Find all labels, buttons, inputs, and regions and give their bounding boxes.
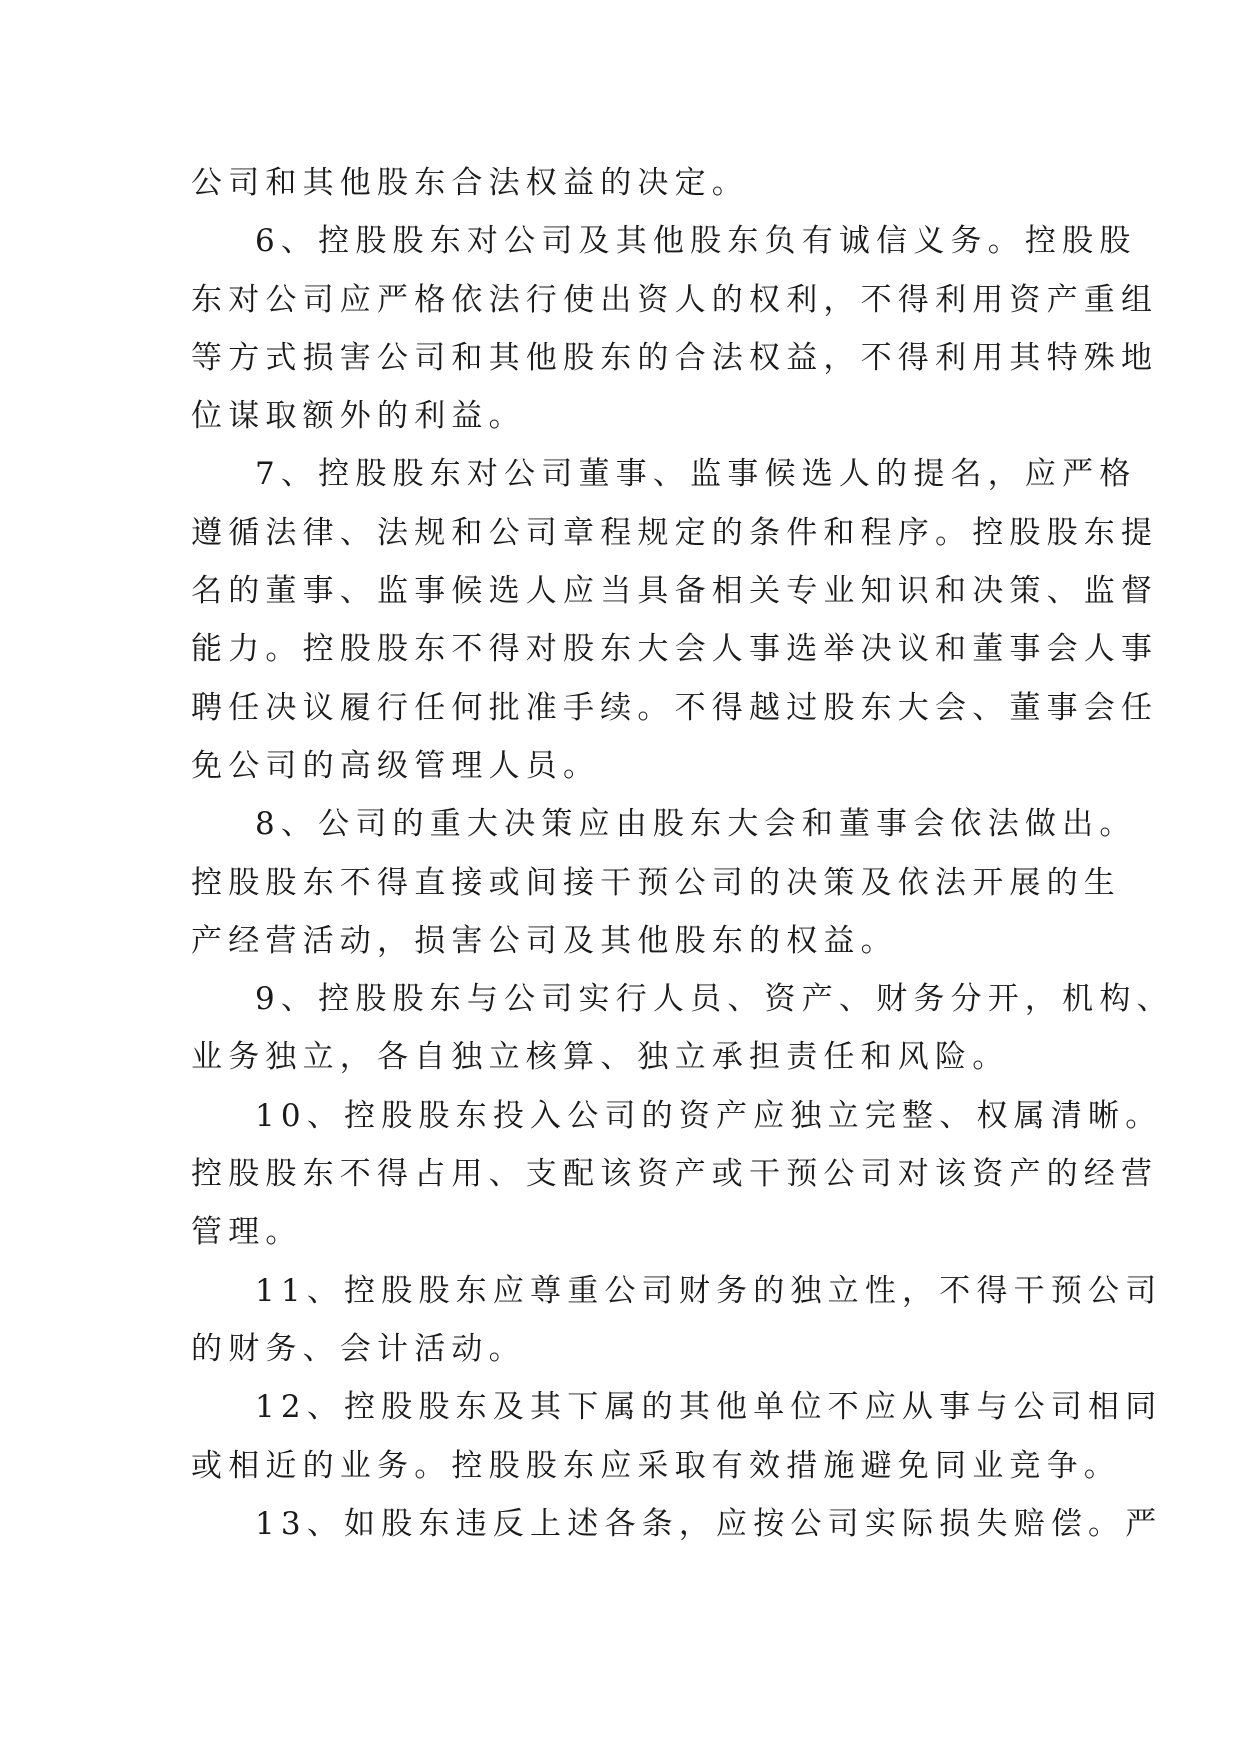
text-line: 控股股东不得占用、支配该资产或干预公司对该资产的经营 [191,1156,1159,1193]
text-line: 业务独立，各自独立核算、独立承担责任和风险。 [191,1039,1010,1076]
text-line: 8、公司的重大决策应由股东大会和董事会依法做出。 [255,806,1137,843]
document-body [191,154,1174,1553]
text-line: 产经营活动，损害公司及其他股东的权益。 [191,922,898,959]
text-line: 13、如股东违反上述各条，应按公司实际损失赔偿。严 [255,1505,1163,1542]
text-line: 10、控股股东投入公司的资产应独立完整、权属清晰。 [255,1097,1163,1134]
text-line: 12、控股股东及其下属的其他单位不应从事与公司相同 [255,1389,1163,1426]
text-line: 或相近的业务。控股股东应采取有效措施避免同业竞争。 [191,1447,1121,1484]
text-line: 7、控股股东对公司董事、监事候选人的提名，应严格 [255,456,1137,493]
text-line: 东对公司应严格依法行使出资人的权利，不得利用资产重组 [191,281,1159,318]
text-line: 免公司的高级管理人员。 [191,747,601,784]
text-line: 名的董事、监事候选人应当具备相关专业知识和决策、监督 [191,573,1159,610]
text-line: 聘任决议履行任何批准手续。不得越过股东大会、董事会任 [191,689,1159,726]
text-line: 公司和其他股东合法权益的决定。 [191,165,749,201]
text-line: 等方式损害公司和其他股东的合法权益，不得利用其特殊地 [191,339,1159,376]
text-line: 控股股东不得直接或间接干预公司的决策及依法开展的生 [191,864,1121,901]
text-line: 能力。控股股东不得对股东大会人事选举决议和董事会人事 [191,631,1159,668]
text-line: 6、控股股东对公司及其他股东负有诚信义务。控股股 [255,223,1137,260]
text-line: 管理。 [191,1214,303,1251]
text-line: 位谋取额外的利益。 [191,398,526,435]
text-line: 的财务、会计活动。 [191,1330,526,1367]
text-line: 9、控股股东与公司实行人员、资产、财务分开，机构、 [255,981,1174,1018]
text-line: 11、控股股东应尊重公司财务的独立性，不得干预公司 [255,1272,1163,1309]
text-line: 遵循法律、法规和公司章程规定的条件和程序。控股股东提 [191,514,1159,551]
